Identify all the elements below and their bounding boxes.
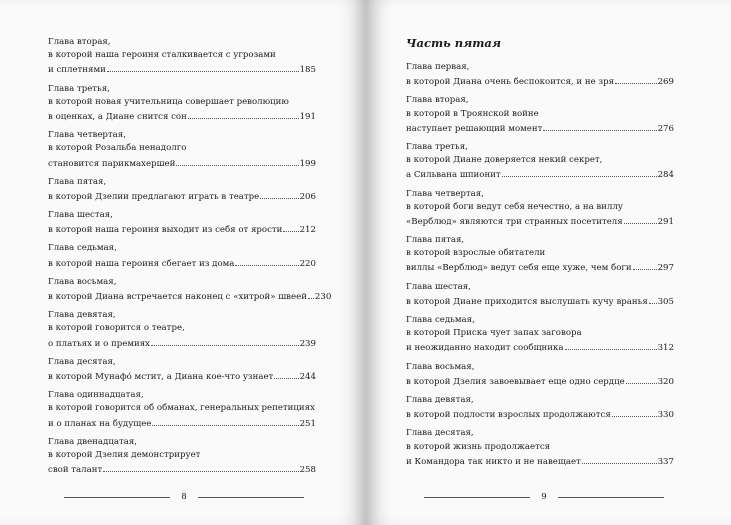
chapter-page-number: 330: [657, 410, 674, 421]
chapter-last-line: [406, 214, 674, 227]
toc-entry: [406, 394, 674, 420]
chapter-title: Глава девятая,: [48, 310, 116, 321]
toc-entry: [406, 427, 674, 467]
chapter-description-line: в которой Мунафо́ мстит, а Диана кое-что узнает: [48, 371, 274, 382]
chapter-description-line: в которой наша героиня выходит из себя от ярости: [48, 225, 283, 236]
toc-left: [48, 36, 332, 482]
footer-rule-right: [558, 497, 664, 498]
toc-entry: [48, 242, 316, 268]
chapter-page-number: 191: [299, 111, 316, 122]
chapter-page-number: 206: [299, 191, 316, 202]
toc-entry: [406, 361, 674, 387]
page-number-left: 8: [181, 492, 187, 502]
chapter-last-line: [406, 340, 674, 353]
chapter-title: Глава девятая,: [406, 394, 474, 405]
chapter-title: Глава седьмая,: [48, 243, 117, 254]
chapter-description-line: в которой Розальба ненадолго: [48, 143, 187, 154]
dot-leader: [103, 462, 298, 472]
chapter-description-line: в которой жизнь продолжается: [406, 441, 551, 452]
chapter-description-line: о платьях и о премиях: [48, 338, 151, 349]
chapter-description-line: а Сильвана шпионит: [406, 170, 501, 181]
toc-entry: [406, 314, 674, 354]
chapter-page-number: 305: [657, 296, 674, 307]
chapter-page-number: 276: [657, 123, 674, 134]
dot-leader: [612, 407, 657, 417]
chapter-last-line: [48, 222, 316, 235]
chapter-description-line: в которой в Троянской войне: [406, 108, 539, 119]
toc-entry: [406, 61, 674, 87]
dot-leader: [624, 214, 657, 224]
chapter-last-line: [406, 74, 674, 87]
chapter-title: Глава первая,: [406, 62, 470, 72]
chapter-title: Глава десятая,: [406, 428, 474, 439]
chapter-title: Глава пятая,: [406, 235, 465, 246]
left-page-footer: [64, 491, 304, 503]
chapter-title: Глава пятая,: [48, 176, 107, 187]
chapter-page-number: 220: [299, 258, 316, 269]
chapter-title: Глава десятая,: [48, 356, 116, 367]
toc-entry: [406, 94, 674, 134]
chapter-page-number: 239: [299, 338, 316, 349]
chapter-page-number: 212: [299, 225, 316, 236]
footer-rule-left: [64, 497, 170, 498]
chapter-description-line: в которой наша героиня сталкивается с угрозами: [48, 50, 276, 61]
toc-entry: [48, 276, 332, 302]
chapter-last-line: [406, 294, 674, 307]
chapter-description-line: свой талант: [48, 465, 103, 476]
chapter-page-number: 337: [657, 456, 674, 467]
chapter-description-line: в которой Дзелия завоевывает еще одно сердце: [406, 376, 625, 387]
chapter-title: Глава четвертая,: [406, 188, 484, 199]
page-number-right: 9: [541, 492, 547, 502]
toc-entry: [406, 188, 674, 228]
chapter-description-line: становится парикмахершей: [48, 158, 176, 169]
dot-leader: [151, 336, 299, 346]
chapter-page-number: 291: [657, 216, 674, 227]
chapter-last-line: [48, 369, 316, 382]
chapter-last-line: [406, 260, 674, 273]
toc-entry: [48, 83, 316, 123]
chapter-last-line: [406, 121, 674, 134]
chapter-description-line: виллы «Верблюд» ведут себя еще хуже, чем боги: [406, 263, 632, 274]
chapter-description-line: в которой говорится об обманах, генеральных репетициях: [48, 403, 315, 414]
chapter-description-line: в которой боги ведут себя нечестно, а на виллу: [406, 201, 623, 212]
chapter-description-line: в которой наша героиня сбегает из дома: [48, 258, 235, 269]
toc-entry: [406, 281, 674, 307]
chapter-page-number: 230: [314, 292, 332, 302]
chapter-last-line: [48, 62, 316, 75]
dot-leader: [260, 189, 298, 199]
chapter-last-line: [48, 416, 316, 429]
dot-leader: [633, 260, 657, 270]
chapter-last-line: [48, 256, 316, 269]
chapter-description-line: в которой новая учительница совершает революцию: [48, 96, 289, 107]
chapter-description-line: и о планах на будущее: [48, 418, 152, 429]
dot-leader: [626, 374, 657, 384]
chapter-page-number: 199: [299, 158, 316, 169]
chapter-last-line: [48, 156, 316, 169]
chapter-last-line: [48, 289, 332, 302]
toc-entry: [48, 36, 316, 76]
toc-entry: [48, 389, 316, 429]
right-page-footer: [424, 491, 664, 503]
chapter-description-line: в которой Дзелии предлагают играть в театре: [48, 191, 260, 202]
chapter-page-number: 269: [657, 77, 674, 88]
chapter-page-number: 251: [299, 418, 316, 429]
chapter-description-line: в которой Дзелия демонстрирует: [48, 449, 201, 460]
chapter-page-number: 258: [299, 465, 316, 476]
toc-entry: [48, 436, 316, 476]
chapter-description-line: «Верблюд» являются три странных посетителя: [406, 216, 623, 227]
chapter-last-line: [406, 454, 674, 467]
chapter-title: Глава третья,: [406, 141, 468, 152]
chapter-last-line: [48, 336, 316, 349]
toc-entry: [48, 356, 316, 382]
chapter-title: Глава шестая,: [48, 210, 113, 221]
chapter-description-line: в которой говорится о театре,: [48, 323, 185, 334]
dot-leader: [649, 294, 657, 304]
footer-rule-left: [424, 497, 530, 498]
chapter-description-line: в которой подлости взрослых продолжаются: [406, 410, 611, 421]
chapter-page-number: 185: [299, 65, 316, 76]
dot-leader: [107, 62, 299, 72]
toc-entry: [48, 129, 316, 169]
chapter-title: Глава восьмая,: [406, 361, 475, 372]
dot-leader: [152, 416, 298, 426]
chapter-title: Глава шестая,: [406, 281, 471, 292]
dot-leader: [176, 156, 298, 166]
chapter-page-number: 244: [299, 371, 316, 382]
chapter-last-line: [406, 374, 674, 387]
chapter-description-line: в которой Диана встречается наконец с «хитрой» швеей: [48, 292, 307, 302]
chapter-page-number: 320: [657, 376, 674, 387]
chapter-title: Глава одиннадцатая,: [48, 390, 144, 401]
chapter-description-line: и неожиданно находит сообщника: [406, 343, 564, 354]
toc-entry: [48, 209, 316, 235]
dot-leader: [188, 109, 299, 119]
dot-leader: [283, 222, 298, 232]
chapter-description-line: в которой Диане приходится выслушать кучу вранья: [406, 296, 648, 307]
toc-entry: [48, 176, 316, 202]
chapter-description-line: и Командора так никто и не навещает: [406, 456, 581, 467]
dot-leader: [235, 256, 298, 266]
chapter-description-line: в оценках, а Диане снится сон: [48, 111, 187, 122]
part-title: Часть пятая: [406, 36, 501, 50]
chapter-description-line: наступает решающий момент: [406, 123, 543, 134]
right-page: [366, 0, 731, 525]
chapter-last-line: [48, 109, 316, 122]
chapter-description-line: в которой взрослые обитатели: [406, 248, 546, 259]
chapter-title: Глава восьмая,: [48, 276, 117, 287]
chapter-title: Глава четвертая,: [48, 130, 126, 141]
dot-leader: [274, 369, 298, 379]
toc-entry: [406, 234, 674, 274]
chapter-page-number: 312: [657, 343, 674, 354]
chapter-page-number: 284: [657, 170, 674, 181]
chapter-page-number: 297: [657, 263, 674, 274]
dot-leader: [565, 340, 657, 350]
chapter-title: Глава третья,: [48, 83, 110, 94]
dot-leader: [308, 289, 314, 299]
chapter-title: Глава двенадцатая,: [48, 436, 138, 447]
chapter-description-line: в которой Диане доверяется некий секрет,: [406, 155, 603, 166]
dot-leader: [543, 121, 656, 131]
chapter-description-line: и сплетнями: [48, 65, 106, 76]
dot-leader: [582, 454, 657, 464]
chapter-last-line: [406, 167, 674, 180]
toc-entry: [48, 309, 316, 349]
toc-entry: [406, 141, 674, 181]
toc-right: [406, 36, 674, 474]
dot-leader: [502, 167, 657, 177]
dot-leader: [615, 74, 657, 84]
chapter-last-line: [406, 407, 674, 420]
chapter-title: Глава вторая,: [48, 37, 111, 47]
chapter-title: Глава седьмая,: [406, 315, 475, 325]
chapter-description-line: в которой Диана очень беспокоится, и не зря: [406, 77, 614, 88]
chapter-description-line: в которой Приска чует запах заговора: [406, 328, 582, 339]
chapter-title: Глава вторая,: [406, 95, 469, 106]
footer-rule-right: [198, 497, 304, 498]
chapter-last-line: [48, 462, 316, 475]
chapter-last-line: [48, 189, 316, 202]
